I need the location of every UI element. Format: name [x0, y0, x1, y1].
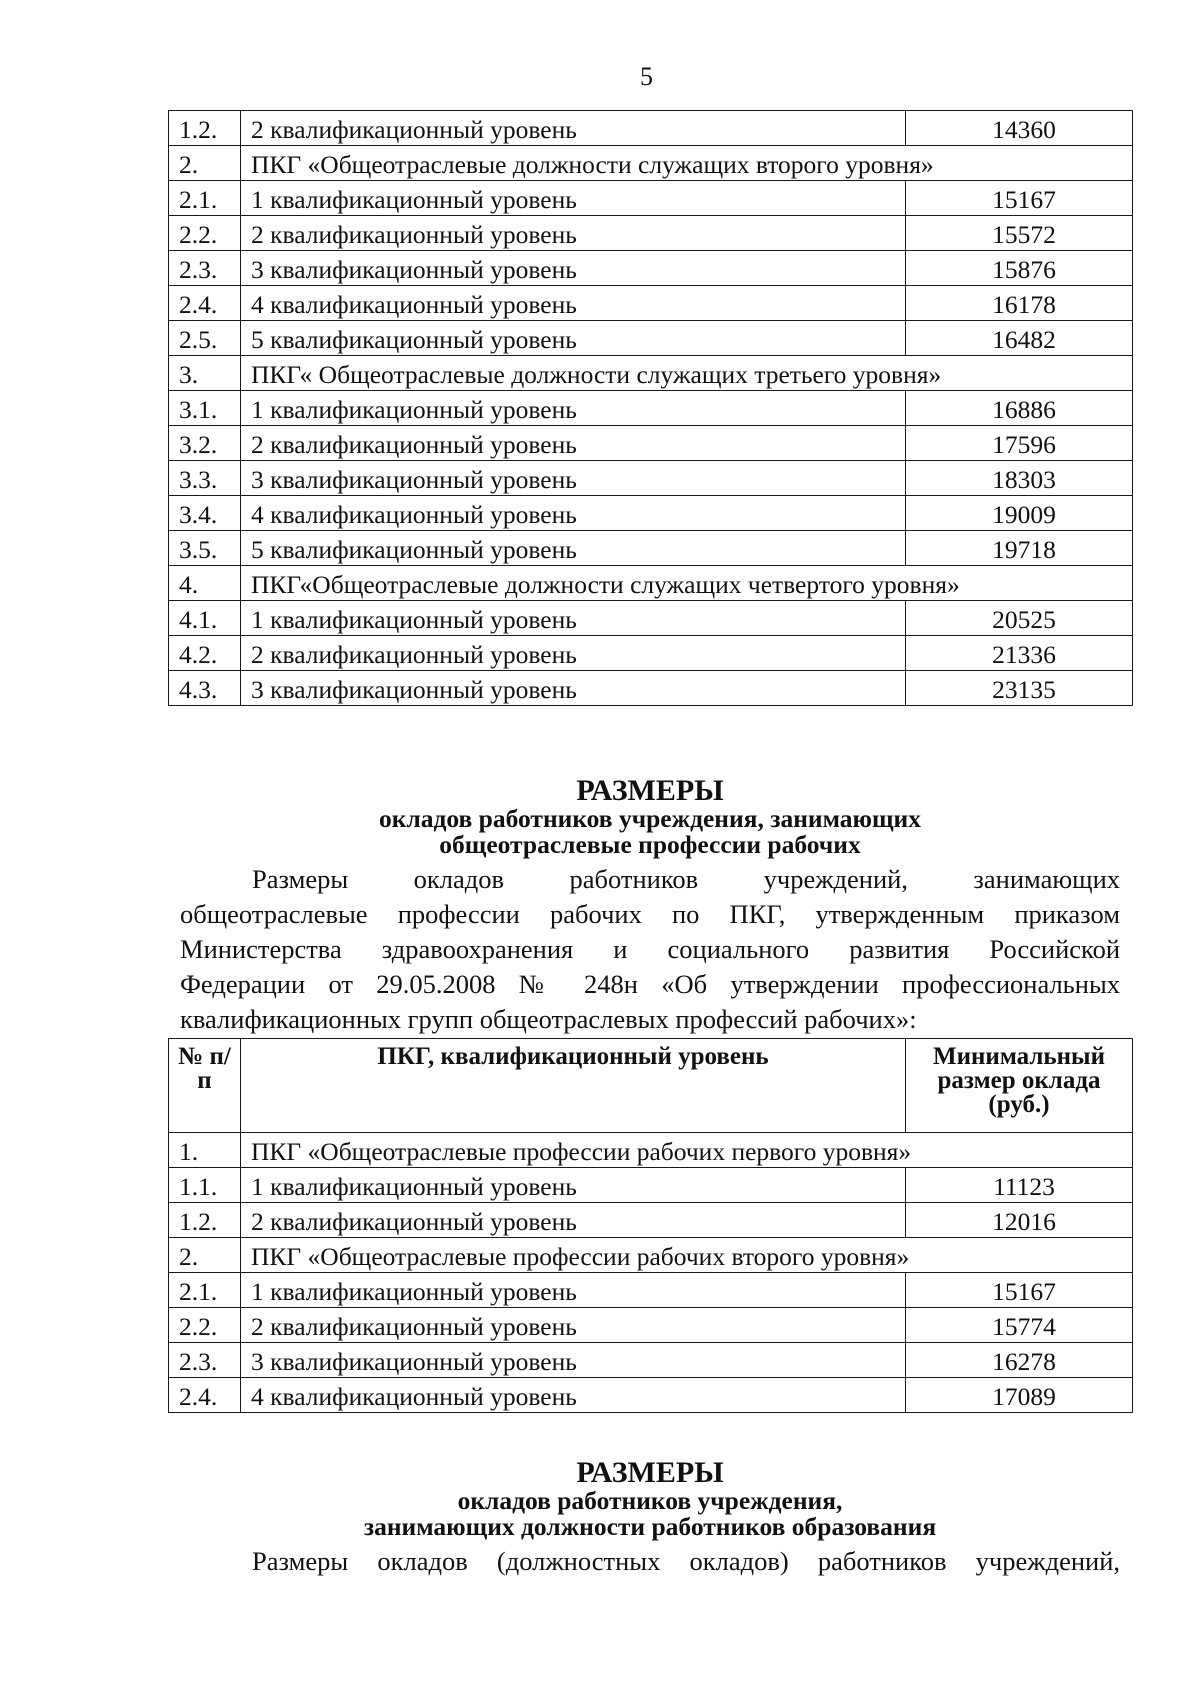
- level-name: 1 квалификационный уровень: [241, 1168, 906, 1203]
- table-group-row: [169, 1238, 1133, 1273]
- group-name: ПКГ «Общеотраслевые профессии рабочих второго уровня»: [241, 1238, 1133, 1273]
- row-number: 2.2.: [169, 216, 241, 251]
- salary-value: 15167: [906, 1273, 1133, 1308]
- salary-table-body: [169, 1133, 1133, 1413]
- salary-value: 18303: [906, 461, 1133, 496]
- row-number: 3.3.: [169, 461, 241, 496]
- row-number: 2.3.: [169, 1343, 241, 1378]
- paragraph-line: квалификационных групп общеотраслевых профессий рабочих»:: [180, 1004, 917, 1034]
- table-row: [169, 496, 1133, 531]
- row-number: 2.5.: [169, 321, 241, 356]
- paragraph-line: Федерации от 29.05.2008 № 248н «Об утверждении профессиональных: [180, 969, 1120, 999]
- salary-value: 15167: [906, 181, 1133, 216]
- group-name: ПКГ «Общеотраслевые должности служащих второго уровня»: [241, 146, 1133, 181]
- table-row: [169, 461, 1133, 496]
- section-subtitle-line: окладов работников учреждения, занимающих: [379, 804, 921, 833]
- table-row: [169, 251, 1133, 286]
- row-number: 2.3.: [169, 251, 241, 286]
- level-name: 5 квалификационный уровень: [241, 321, 906, 356]
- section-subtitle-line: общеотраслевые профессии рабочих: [439, 830, 861, 859]
- row-number: 2.1.: [169, 1273, 241, 1308]
- row-number: 1.2.: [169, 1203, 241, 1238]
- table-row: [169, 286, 1133, 321]
- table-row: [169, 181, 1133, 216]
- section-title: РАЗМЕРЫ: [576, 774, 724, 807]
- salary-table-body: [169, 111, 1133, 706]
- table-row: [169, 1343, 1133, 1378]
- table-row: [169, 1378, 1133, 1413]
- table-header-row: [169, 1039, 1133, 1133]
- salary-value: 20525: [906, 601, 1133, 636]
- row-number: 3.1.: [169, 391, 241, 426]
- table-row: [169, 531, 1133, 566]
- level-name: 3 квалификационный уровень: [241, 1343, 906, 1378]
- group-name: ПКГ« Общеотраслевые должности служащих третьего уровня»: [241, 356, 1133, 391]
- header-value: Минимальный размер оклада (руб.): [906, 1039, 1133, 1133]
- paragraph-workers-intro: [180, 862, 1120, 1037]
- row-number: 4.1.: [169, 601, 241, 636]
- salary-value: 17596: [906, 426, 1133, 461]
- table-group-row: [169, 566, 1133, 601]
- table-row: [169, 426, 1133, 461]
- row-number: 1.2.: [169, 111, 241, 146]
- group-name: ПКГ «Общеотраслевые профессии рабочих первого уровня»: [241, 1133, 1133, 1168]
- level-name: 2 квалификационный уровень: [241, 426, 906, 461]
- level-name: 1 квалификационный уровень: [241, 181, 906, 216]
- salary-value: 19718: [906, 531, 1133, 566]
- table-row: [169, 601, 1133, 636]
- paragraph-education-intro: [252, 1544, 1120, 1579]
- salary-value: 15876: [906, 251, 1133, 286]
- level-name: 3 квалификационный уровень: [241, 251, 906, 286]
- table-row: [169, 391, 1133, 426]
- row-number: 2.1.: [169, 181, 241, 216]
- salary-table-employees: [168, 110, 1133, 706]
- salary-value: 16886: [906, 391, 1133, 426]
- level-name: 1 квалификационный уровень: [241, 391, 906, 426]
- group-name: ПКГ«Общеотраслевые должности служащих четвертого уровня»: [241, 566, 1133, 601]
- salary-table-workers: [168, 1038, 1133, 1413]
- salary-value: 15774: [906, 1308, 1133, 1343]
- paragraph-line: Размеры окладов работников учреждений, занимающих: [252, 864, 1120, 894]
- level-name: 2 квалификационный уровень: [241, 216, 906, 251]
- table-row: [169, 1168, 1133, 1203]
- level-name: 1 квалификационный уровень: [241, 601, 906, 636]
- paragraph-line: общеотраслевые профессии рабочих по ПКГ, утвержденным приказом: [180, 899, 1120, 929]
- level-name: 4 квалификационный уровень: [241, 1378, 906, 1413]
- table-row: [169, 216, 1133, 251]
- row-number: 1.: [169, 1133, 241, 1168]
- header-name: ПКГ, квалификационный уровень: [241, 1039, 906, 1133]
- level-name: 4 квалификационный уровень: [241, 496, 906, 531]
- table-row: [169, 671, 1133, 706]
- table-row: [169, 1273, 1133, 1308]
- salary-value: 12016: [906, 1203, 1133, 1238]
- row-number: 4.: [169, 566, 241, 601]
- paragraph-line: Размеры окладов (должностных окладов) работников учреждений,: [252, 1546, 1120, 1576]
- level-name: 1 квалификационный уровень: [241, 1273, 906, 1308]
- header-num: № п/п: [169, 1039, 241, 1133]
- table-group-row: [169, 356, 1133, 391]
- salary-value: 16178: [906, 286, 1133, 321]
- level-name: 2 квалификационный уровень: [241, 1308, 906, 1343]
- level-name: 5 квалификационный уровень: [241, 531, 906, 566]
- salary-value: 23135: [906, 671, 1133, 706]
- row-number: 3.: [169, 356, 241, 391]
- salary-value: 19009: [906, 496, 1133, 531]
- paragraph-line: Министерства здравоохранения и социального развития Российской: [180, 934, 1120, 964]
- salary-value: 16482: [906, 321, 1133, 356]
- salary-value: 21336: [906, 636, 1133, 671]
- salary-value: 11123: [906, 1168, 1133, 1203]
- row-number: 3.2.: [169, 426, 241, 461]
- row-number: 2.2.: [169, 1308, 241, 1343]
- row-number: 3.4.: [169, 496, 241, 531]
- section-heading-education: [168, 1458, 1132, 1540]
- section-heading-workers: [168, 776, 1132, 858]
- table-row: [169, 636, 1133, 671]
- table-group-row: [169, 146, 1133, 181]
- page-number: 5: [640, 62, 653, 91]
- table-row: [169, 111, 1133, 146]
- level-name: 4 квалификационный уровень: [241, 286, 906, 321]
- section-title: РАЗМЕРЫ: [576, 1456, 724, 1489]
- row-number: 4.3.: [169, 671, 241, 706]
- row-number: 2.4.: [169, 1378, 241, 1413]
- row-number: 2.4.: [169, 286, 241, 321]
- row-number: 1.1.: [169, 1168, 241, 1203]
- salary-value: 16278: [906, 1343, 1133, 1378]
- row-number: 2.: [169, 1238, 241, 1273]
- table-row: [169, 1203, 1133, 1238]
- table-row: [169, 321, 1133, 356]
- level-name: 2 квалификационный уровень: [241, 1203, 906, 1238]
- level-name: 3 квалификационный уровень: [241, 461, 906, 496]
- salary-value: 15572: [906, 216, 1133, 251]
- salary-value: 14360: [906, 111, 1133, 146]
- section-subtitle-line: окладов работников учреждения,: [457, 1486, 843, 1515]
- level-name: 3 квалификационный уровень: [241, 671, 906, 706]
- level-name: 2 квалификационный уровень: [241, 636, 906, 671]
- row-number: 2.: [169, 146, 241, 181]
- table-row: [169, 1308, 1133, 1343]
- section-subtitle-line: занимающих должности работников образования: [363, 1512, 937, 1541]
- salary-value: 17089: [906, 1378, 1133, 1413]
- row-number: 3.5.: [169, 531, 241, 566]
- table-group-row: [169, 1133, 1133, 1168]
- row-number: 4.2.: [169, 636, 241, 671]
- level-name: 2 квалификационный уровень: [241, 111, 906, 146]
